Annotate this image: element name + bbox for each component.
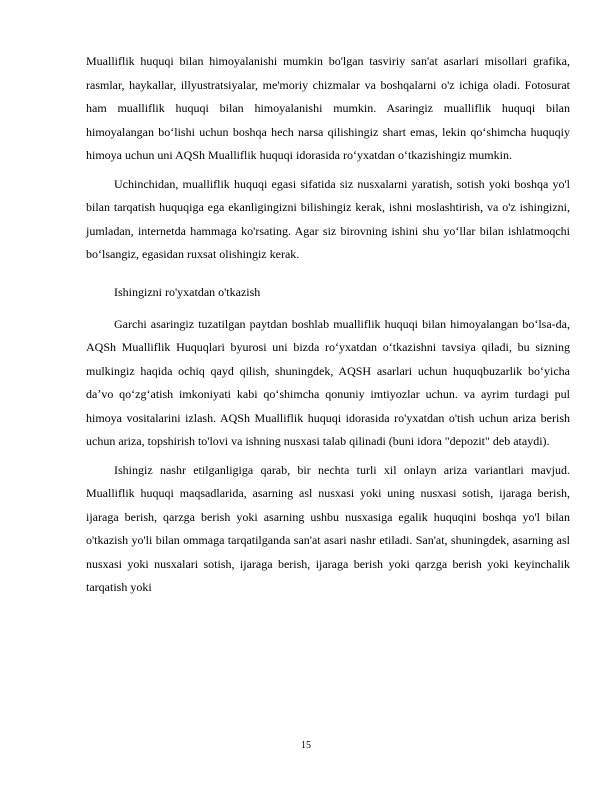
paragraph-visual-art-examples: Mualliflik huquqi bilan himoyalanishi mumkin bo'lgan tasviriy san'at asarlari misollari grafika, rasmlar, haykallar, illyustratsiyalar, me'moriy chizmalar va boshqalarni o'z ichiga oladi. Fotosurat ham mualliflik huquqi bilan himoyalanishi mumkin. Asaringiz mualliflik huquqi bilan himoyalangan boʻlishi uchun boshqa hech narsa qilishingiz shart emas, lekin qoʻshimcha huquqiy himoya uchun uni AQSh Mualliflik huquqi idorasida roʻyxatdan oʻtkazishingiz mumkin. — [86, 54, 570, 162]
paragraph-registration-office: Garchi asaringiz tuzatilgan paytdan boshlab mualliflik huquqi bilan himoyalangan boʻlsa-da, AQSh Mualliflik Huquqlari byurosi uni bizda roʻyxatdan oʻtkazishni tavsiya qiladi, bu sizning mulkingiz haqida ochiq qayd qilish, shuningdek, AQSH asarlari uchun huquqbuzarlik boʻyicha daʼvo qoʻzgʻatish imkoniyati kabi qoʻshimcha qonuniy imtiyozlar uchun. va ayrim turdagi pul himoya vositalarini izlash. AQSh Mualliflik huquqi idorasida ro'yxatdan o'tish uchun ariza berish uchun ariza, topshirish to'lovi va ishning nusxasi talab qilinadi (buni idora "depozit" deb ataydi). — [86, 316, 570, 448]
paragraph-owner-rights: Uchinchidan, mualliflik huquqi egasi sifatida siz nusxalarni yaratish, sotish yoki boshqa yo'l bilan tarqatish huquqiga ega ekanligingizni bilishingiz kerak, ishni moslashtirish, va o'z ishingizni, jumladan, internetda hammaga ko'rsating. Agar siz birovning ishini shu yo‘llar bilan ishlatmoqchi bo‘lsangiz, egasidan ruxsat olishingiz kerak. — [86, 176, 570, 261]
section-heading: Ishingizni ro'yxatdan o'tkazish — [114, 284, 261, 299]
document-page — [86, 50, 570, 600]
page-number: 15 — [301, 740, 311, 751]
paragraph-online-application: Ishingiz nashr etilganligiga qarab, bir nechta turli xil onlayn ariza variantlari mavjud. Mualliflik huquqi maqsadlarida, asarning asl nusxasi yoki uning nusxasi sotish, ijaraga berish, ijaraga berish, qarzga berish yoki asarning ushbu nusxasiga egalik huquqini boshqa yo'l bilan o'tkazish yo'li bilan ommaga tarqatilganda san'at asari nashr etiladi. San'at, shuningdek, asarning asl nusxasi yoki nusxalari sotish, ijaraga berish, ijaraga berish yoki qarzga berish yoki keyinchalik tarqatish yoki — [86, 462, 570, 594]
